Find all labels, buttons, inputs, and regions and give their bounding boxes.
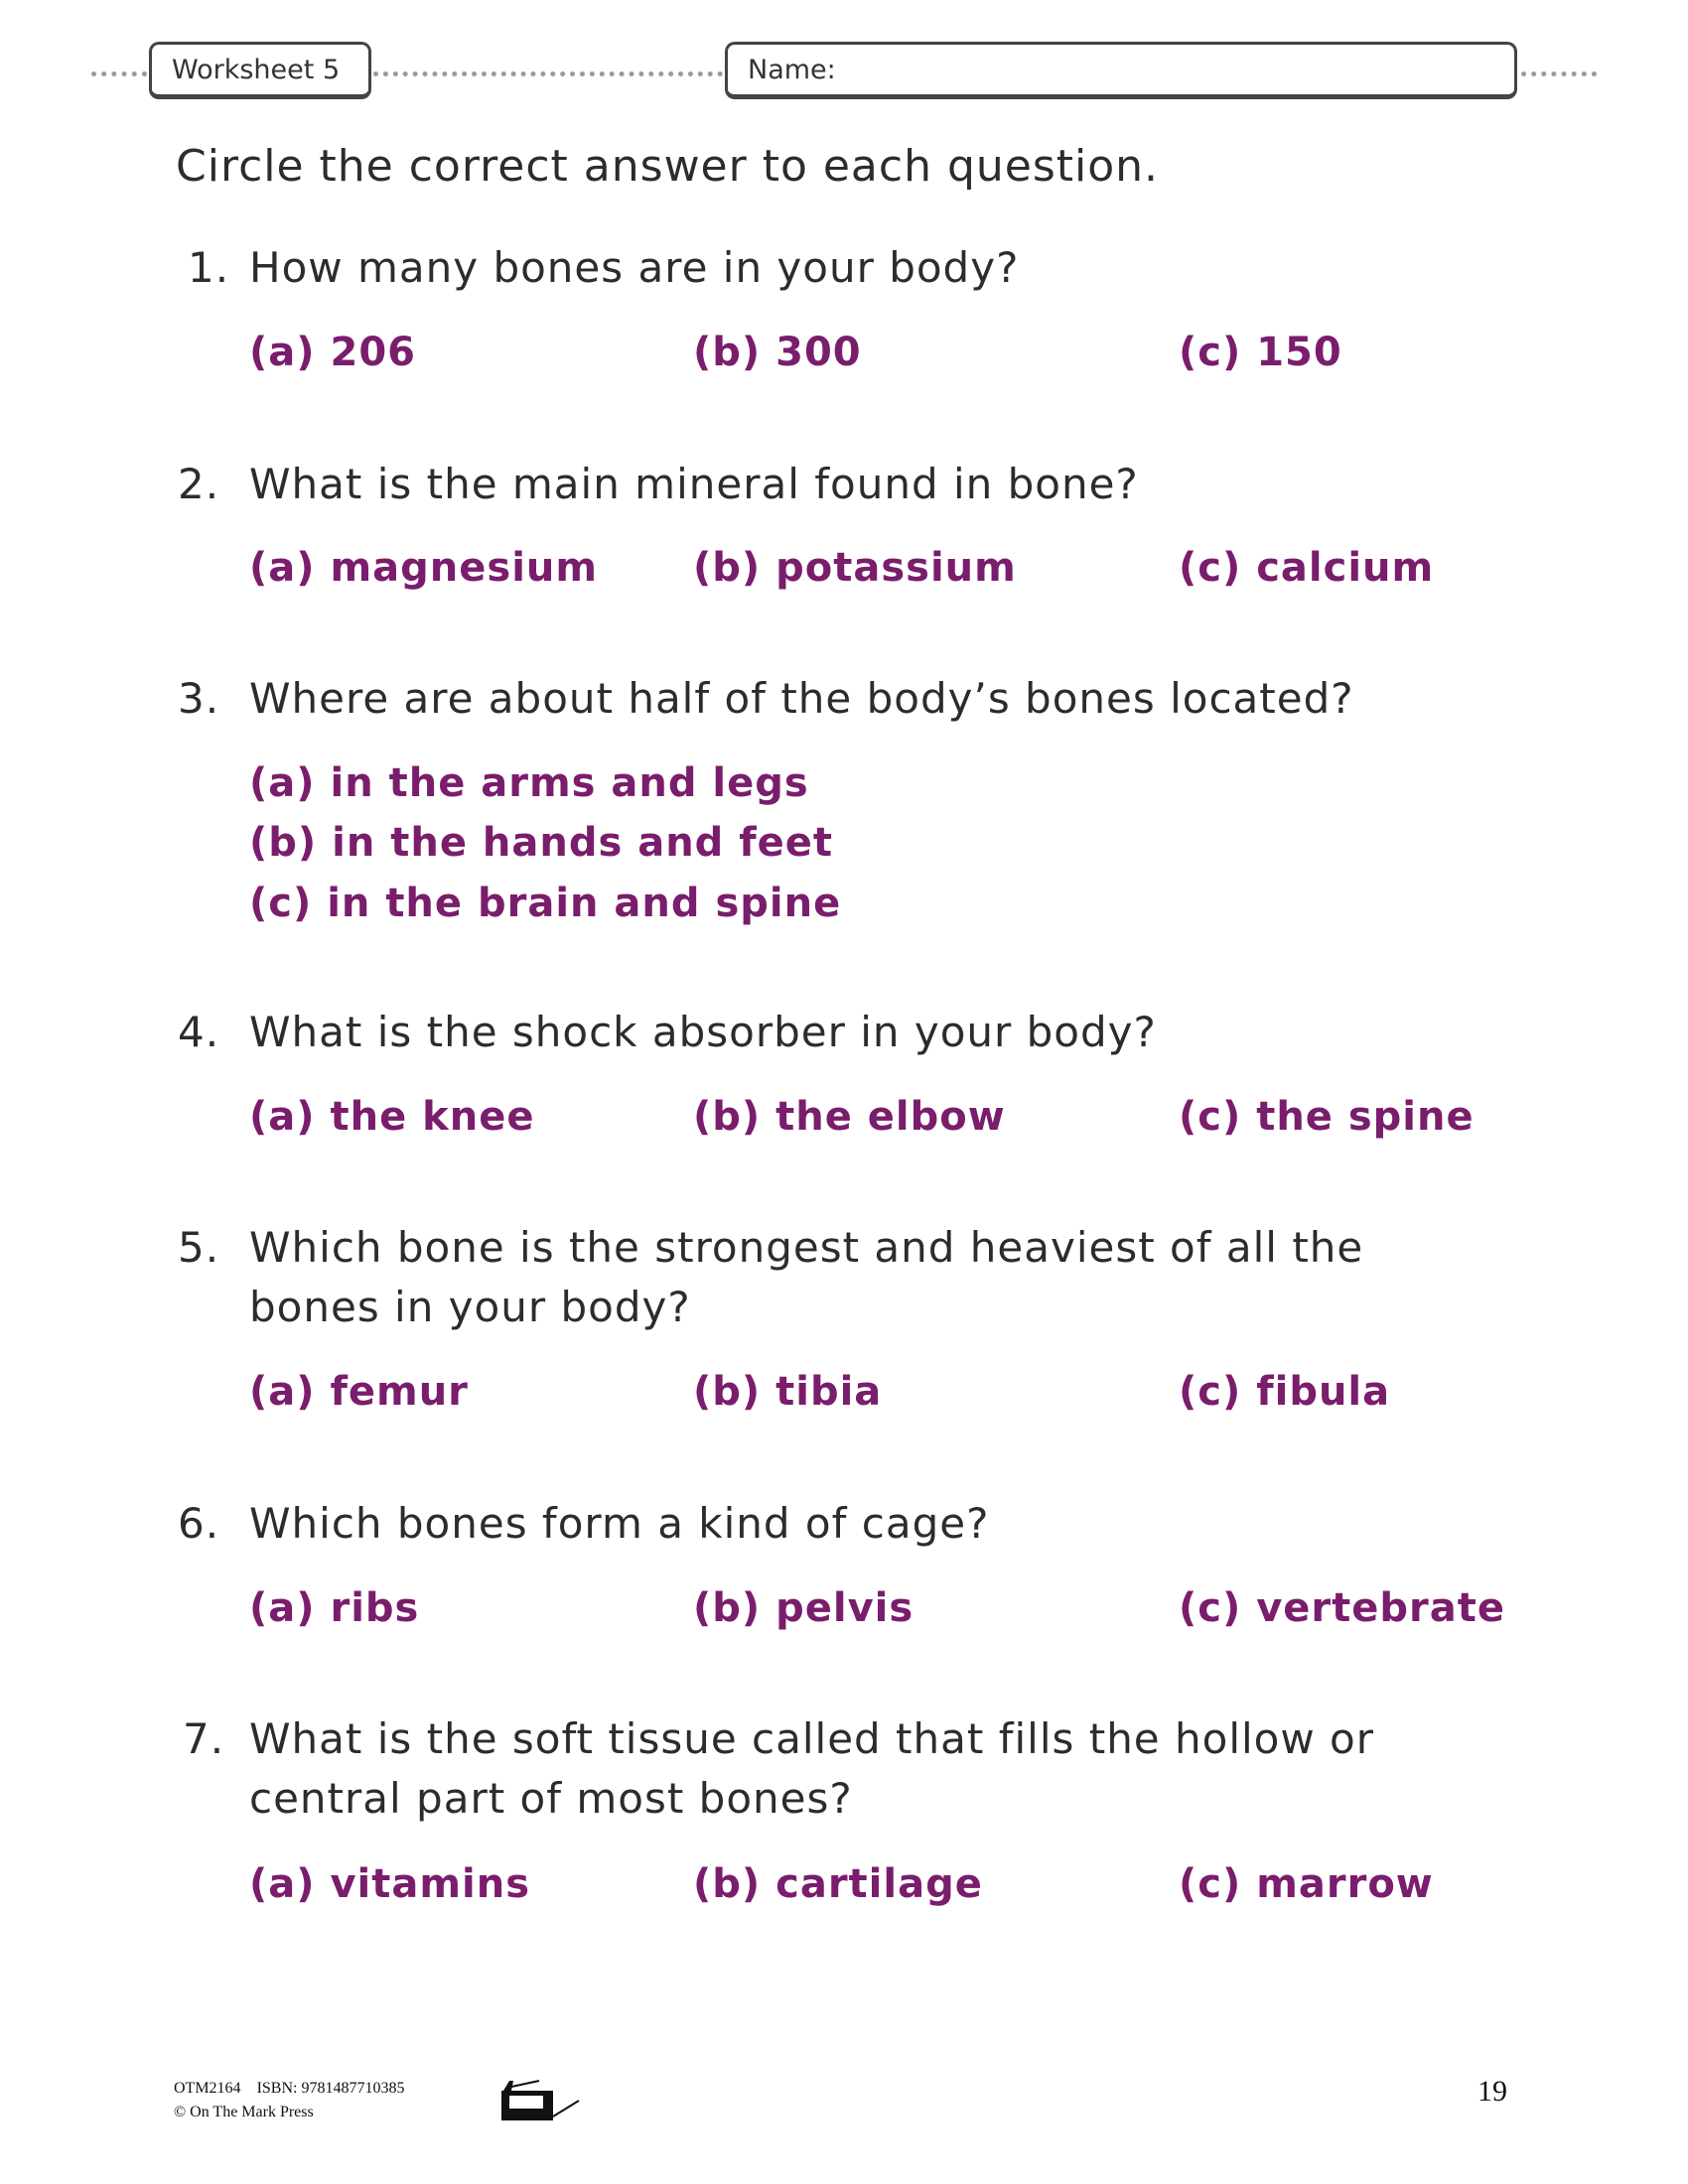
answer-option[interactable]: (b) the elbow xyxy=(693,1094,1006,1140)
answer-option[interactable]: (c) in the brain and spine xyxy=(249,881,842,926)
question-number: 5. xyxy=(178,1223,220,1272)
question-1 xyxy=(188,238,229,298)
worksheet-label-box xyxy=(149,42,371,99)
copier-logo-icon xyxy=(499,2079,581,2122)
answer-option[interactable]: (b) in the hands and feet xyxy=(249,820,834,866)
answer-option[interactable]: (a) magnesium xyxy=(249,545,599,591)
question-text: Which bones form a kind of cage? xyxy=(249,1499,990,1548)
answer-option[interactable]: (b) potassium xyxy=(693,545,1017,591)
question-text: bones in your body? xyxy=(249,1283,691,1331)
question-text: What is the shock absorber in your body? xyxy=(249,1008,1157,1056)
question-text: Where are about half of the body’s bones located? xyxy=(249,674,1354,723)
question-number: 6. xyxy=(178,1499,220,1548)
answer-option[interactable]: (b) 300 xyxy=(693,330,862,375)
question-number: 3. xyxy=(178,674,220,723)
isbn: ISBN: 9781487710385 xyxy=(256,2080,405,2097)
answer-option[interactable]: (a) the knee xyxy=(249,1094,535,1140)
answer-option[interactable]: (b) tibia xyxy=(693,1369,883,1415)
answer-option[interactable]: (c) fibula xyxy=(1179,1369,1391,1415)
answer-option[interactable]: (a) femur xyxy=(249,1369,469,1415)
dotted-divider xyxy=(1521,71,1597,76)
answer-option[interactable]: (b) cartilage xyxy=(693,1861,983,1907)
product-code: OTM2164 xyxy=(174,2080,241,2097)
question-text: How many bones are in your body? xyxy=(249,243,1020,292)
answer-option[interactable]: (c) 150 xyxy=(1179,330,1342,375)
question-number: 4. xyxy=(178,1008,220,1056)
name-label: Name: xyxy=(748,55,836,85)
copyright: © On The Mark Press xyxy=(174,2104,314,2120)
question-number: 2. xyxy=(178,460,220,508)
footer-code-isbn xyxy=(174,2080,404,2098)
worksheet-label: Worksheet 5 xyxy=(172,55,341,85)
question-number: 1. xyxy=(188,243,230,292)
answer-option[interactable]: (a) vitamins xyxy=(249,1861,531,1907)
name-field[interactable] xyxy=(725,42,1517,99)
answer-option[interactable]: (c) vertebrate xyxy=(1179,1585,1505,1631)
dotted-divider xyxy=(91,71,147,76)
question-text: What is the soft tissue called that fills the hollow or xyxy=(249,1714,1375,1763)
answer-option[interactable]: (c) the spine xyxy=(1179,1094,1475,1140)
page-number: 19 xyxy=(1477,2075,1507,2108)
answer-option[interactable]: (c) calcium xyxy=(1179,545,1435,591)
dotted-divider xyxy=(373,71,723,76)
instructions: Circle the correct answer to each question. xyxy=(176,141,1160,192)
question-text: What is the main mineral found in bone? xyxy=(249,460,1139,508)
answer-option[interactable]: (a) 206 xyxy=(249,330,416,375)
question-text: central part of most bones? xyxy=(249,1774,853,1823)
question-text: Which bone is the strongest and heaviest of all the xyxy=(249,1223,1364,1272)
answer-option[interactable]: (a) in the arms and legs xyxy=(249,760,809,806)
answer-option[interactable]: (b) pelvis xyxy=(693,1585,914,1631)
question-number: 7. xyxy=(183,1714,225,1763)
answer-option[interactable]: (c) marrow xyxy=(1179,1861,1434,1907)
answer-option[interactable]: (a) ribs xyxy=(249,1585,420,1631)
